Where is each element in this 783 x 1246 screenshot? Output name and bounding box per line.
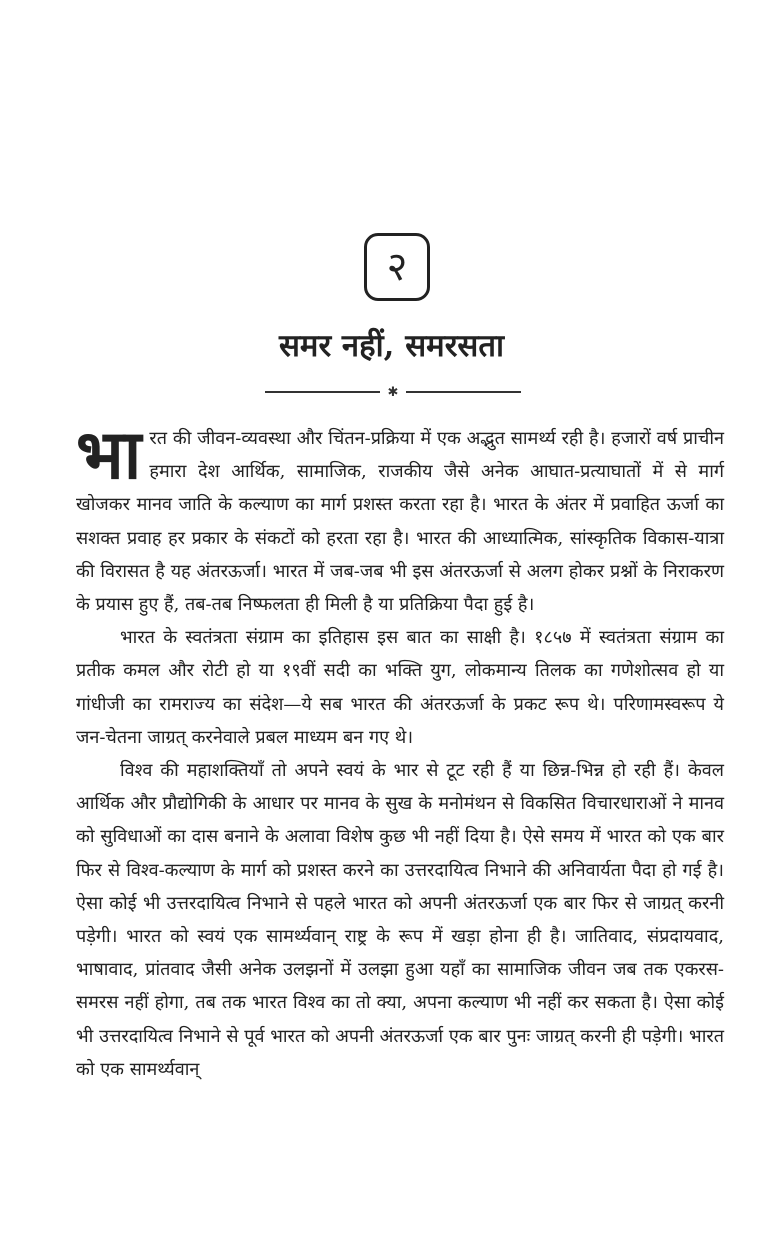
- paragraph-1-text: रत की जीवन-व्यवस्था और चिंतन-प्रक्रिया में एक अद्भुत सामर्थ्य रही है। हजारों वर्ष प्राचीन हमारा देश आर्थिक, सामाजिक, राजकीय जैसे अनेक आघात-प्रत्याघातों में से मार्ग खोजकर मानव जाति के कल्याण का मार्ग प्रशस्त करता रहा है। भारत के अंतर में प्रवाहित ऊर्जा का सशक्त प्रवाह हर प्रकार के संकटों को हरता रहा है। भारत की आध्यात्मिक, सांस्कृतिक विकास-यात्रा की विरासत है यह अंतरऊर्जा। भारत में जब-जब भी इस अंतरऊर्जा से अलग होकर प्रश्नों के निराकरण के प्रयास हुए हैं, तब-तब निष्फलता ही मिली है या प्रतिक्रिया पैदा हुई है।: [76, 428, 724, 616]
- chapter-title: समर नहीं, समरसता: [278, 328, 505, 364]
- chapter-body: [76, 415, 724, 1086]
- drop-cap: भा: [76, 415, 142, 495]
- paragraph-2: भारत के स्वतंत्रता संग्राम का इतिहास इस बात का साक्षी है। १८५७ में स्वतंत्रता संग्राम का प्रतीक कमल और रोटी हो या १९वीं सदी का भक्ति युग, लोकमान्य तिलक का गणेशोत्सव हो या गांधीजी का रामराज्य का संदेश—ये सब भारत की अंतरऊर्जा के प्रकट रूप थे। परिणामस्वरूप ये जन-चेतना जाग्रत् करनेवाले प्रबल माध्यम बन गए थे।: [76, 627, 724, 748]
- ornament-line-right: [406, 391, 521, 393]
- title-ornament: [248, 384, 538, 400]
- paragraph-1: [76, 415, 724, 621]
- chapter-number-box: [364, 233, 430, 301]
- ornament-star-icon: ✱: [387, 384, 399, 400]
- paragraph-3: विश्व की महाशक्तियाँ तो अपने स्वयं के भार से टूट रही हैं या छिन्न-भिन्न हो रही हैं। केवल आर्थिक और प्रौद्योगिकी के आधार पर मानव के सुख के मनोमंथन से विकसित विचारधाराओं ने मानव को सुविधाओं का दास बनाने के अलावा विशेष कुछ भी नहीं दिया है। ऐसे समय में भारत को एक बार फिर से विश्व-कल्याण के मार्ग को प्रशस्त करने का उत्तरदायित्व निभाने की अनिवार्यता पैदा हो गई है। ऐसा कोई भी उत्तरदायित्व निभाने से पहले भारत को अपनी अंतरऊर्जा एक बार फिर से जाग्रत् करनी पड़ेगी। भारत को स्वयं एक सामर्थ्यवान् राष्ट्र के रूप में खड़ा होना ही है। जातिवाद, संप्रदायवाद, भाषावाद, प्रांतवाद जैसी अनेक उलझनों में उलझा हुआ यहाँ का सामाजिक जीवन जब तक एकरस-समरस नहीं होगा, तब तक भारत विश्व का तो क्या, अपना कल्याण भी नहीं कर सकता है। ऐसा कोई भी उत्तरदायित्व निभाने से पूर्व भारत को अपनी अंतरऊर्जा एक बार पुनः जाग्रत् करनी ही पड़ेगी। भारत को एक सामर्थ्यवान्: [76, 760, 724, 1080]
- ornament-line-left: [265, 391, 380, 393]
- chapter-number: २: [386, 244, 408, 290]
